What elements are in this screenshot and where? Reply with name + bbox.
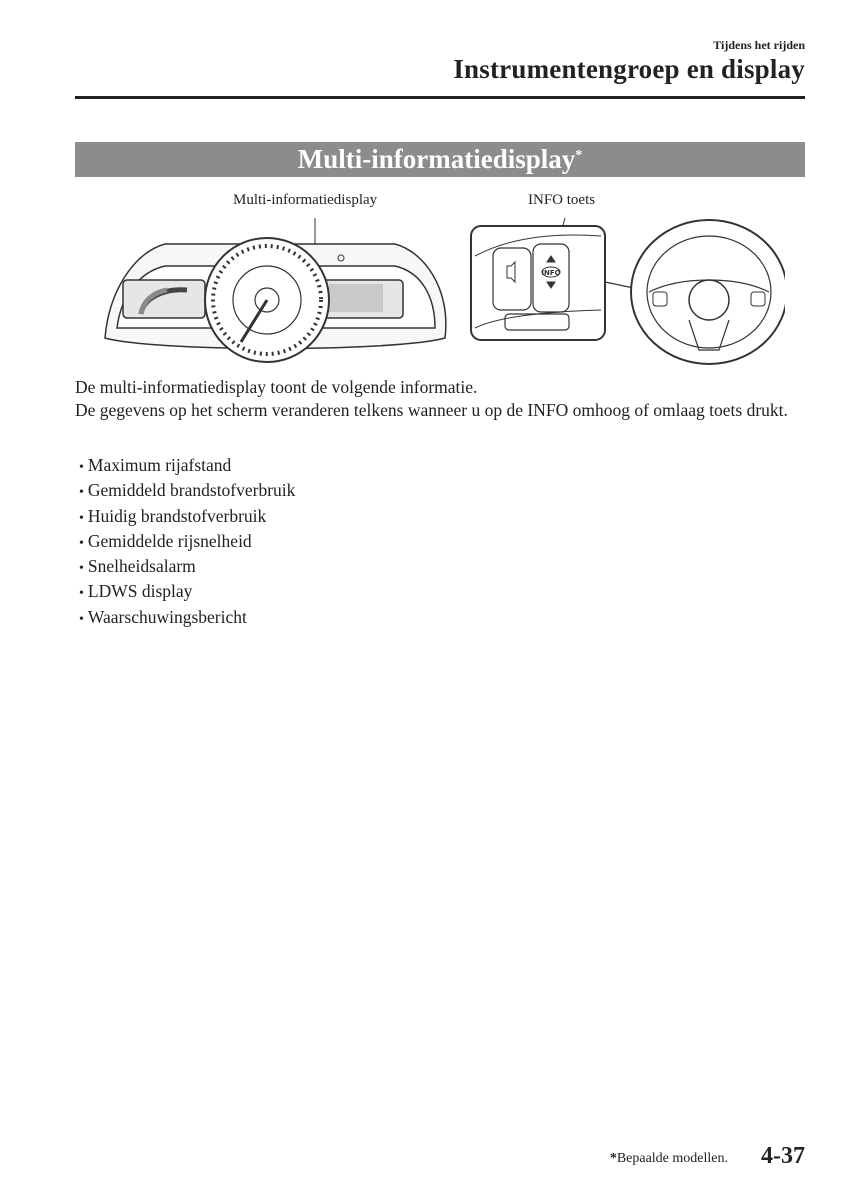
header-divider [75, 96, 805, 99]
body-text [75, 376, 805, 421]
section-banner [75, 142, 805, 177]
instrument-cluster-illustration [95, 210, 785, 365]
figure-label-info-button: INFO toets [528, 192, 596, 208]
list-item: • Huidig brandstofverbruik [79, 505, 295, 530]
list-item: • Maximum rijafstand [79, 454, 295, 479]
speedometer-gauge [205, 238, 329, 362]
info-button-label: INFO [541, 269, 561, 277]
list-item: • Waarschuwingsbericht [79, 606, 295, 631]
page-title: Instrumentengroep en display [453, 54, 805, 84]
paragraph: De multi-informatiedisplay toont de volgende informatie. [75, 377, 478, 397]
list-item: • Snelheidsalarm [79, 555, 295, 580]
footnote [610, 1151, 728, 1167]
page-number: 4-37 [761, 1143, 805, 1169]
paragraph: De gegevens op het scherm veranderen telkens wanneer u op de INFO omhoog of omlaag toets drukt. [75, 399, 788, 420]
footnote-star: * [609, 1151, 617, 1166]
info-items-list [79, 454, 295, 631]
footnote-text: Bepaalde modellen. [616, 1151, 728, 1166]
steering-switch-detail [471, 226, 643, 340]
list-item: • LDWS display [79, 580, 295, 605]
steering-wheel-icon [631, 220, 785, 364]
footnote-marker: * [575, 148, 583, 163]
figure-label-display: Multi-informatiedisplay [233, 192, 378, 208]
list-item: • Gemiddelde rijsnelheid [79, 530, 295, 555]
chapter-title: Tijdens het rijden [713, 38, 805, 52]
list-item: • Gemiddeld brandstofverbruik [79, 479, 295, 504]
section-title: Multi-informatiedisplay [297, 144, 576, 174]
